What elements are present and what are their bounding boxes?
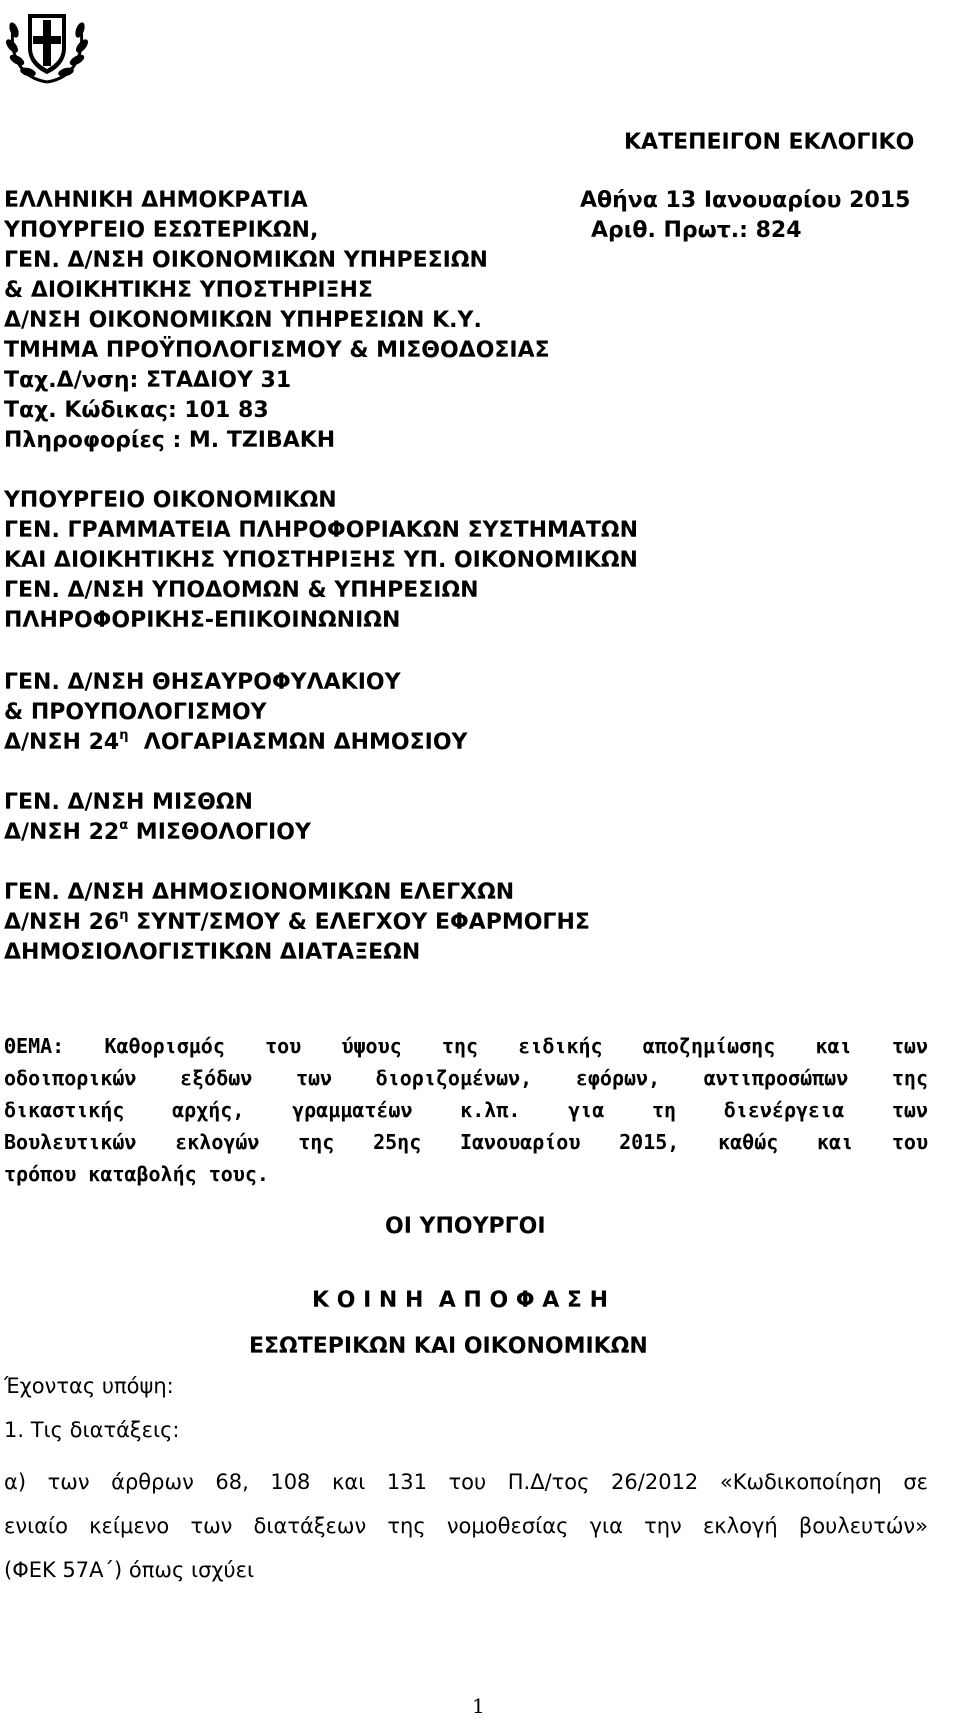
recipient-line: ΓΕΝ. Δ/ΝΣΗ ΔΗΜΟΣΙΟΝΟΜΙΚΩΝ ΕΛΕΓΧΩΝ — [4, 880, 515, 905]
recipient-line-part: ΣΥΝΤ/ΣΜΟΥ & ΕΛΕΓΧΟΥ ΕΦΑΡΜΟΓΗΣ — [128, 910, 590, 935]
recipient-line — [4, 818, 311, 848]
recipient-line: ΓΕΝ. ΓΡΑΜΜΑΤΕΙΑ ΠΛΗΡΟΦΟΡΙΑΚΩΝ ΣΥΣΤΗΜΑΤΩΝ — [4, 518, 639, 543]
joint-decision-heading: Κ Ο Ι Ν Η Α Π Ο Φ Α Σ Η — [312, 1288, 608, 1313]
sender-line: ΤΜΗΜΑ ΠΡΟΫΠΟΛΟΓΙΣΜΟΥ & ΜΙΣΘΟΔΟΣΙΑΣ — [4, 338, 550, 363]
sender-line: Ταχ.Δ/νση: ΣΤΑΔΙΟΥ 31 — [4, 368, 292, 393]
recipient-line — [4, 908, 590, 938]
protocol-number: Αριθ. Πρωτ.: 824 — [591, 218, 802, 243]
sender-line: Πληροφορίες : Μ. ΤΖΙΒΑΚΗ — [4, 428, 336, 453]
ordinal-suffix: η — [119, 907, 129, 923]
recipient-line: ΓΕΝ. Δ/ΝΣΗ ΥΠΟΔΟΜΩΝ & ΥΠΗΡΕΣΙΩΝ — [4, 578, 479, 603]
sender-line: & ΔΙΟΙΚΗΤΙΚΗΣ ΥΠΟΣΤΗΡΙΞΗΣ — [4, 278, 373, 303]
recipient-line: ΥΠΟΥΡΓΕΙΟ ΟΙΚΟΝΟΜΙΚΩΝ — [4, 488, 337, 513]
sender-block — [4, 186, 550, 456]
sender-line: ΓΕΝ. Δ/ΝΣΗ ΟΙΚΟΝΟΜΙΚΩΝ ΥΠΗΡΕΣΙΩΝ — [4, 248, 488, 273]
recipient-line: ΓΕΝ. Δ/ΝΣΗ ΜΙΣΘΩΝ — [4, 790, 253, 815]
recipient-line-part: Δ/ΝΣΗ 22 — [4, 820, 120, 845]
ministries-heading: ΕΣΩΤΕΡΙΚΩΝ ΚΑΙ ΟΙΚΟΝΟΜΙΚΩΝ — [249, 1334, 648, 1359]
sender-line: ΥΠΟΥΡΓΕΙΟ ΕΣΩΤΕΡΙΚΩΝ, — [4, 218, 319, 243]
recipient-treasury — [4, 668, 467, 758]
recipient-salaries — [4, 788, 311, 848]
recipient-line — [4, 728, 467, 758]
item-a-line: α) των άρθρων 68, 108 και 131 του Π.Δ/τος 26/2012 «Κωδικοποίηση σε — [4, 1470, 928, 1494]
recipient-line-part: Δ/ΝΣΗ 26 — [4, 910, 120, 935]
sender-line: ΕΛΛΗΝΙΚΗ ΔΗΜΟΚΡΑΤΙΑ — [4, 188, 308, 213]
document-date: Αθήνα 13 Ιανουαρίου 2015 — [580, 188, 911, 213]
recipient-line-part: ΛΟΓΑΡΙΑΣΜΩΝ ΔΗΜΟΣΙΟΥ — [128, 730, 468, 755]
subject-line: Βουλευτικών εκλογών της 25ης Ιανουαρίου 2015, καθώς και του — [4, 1130, 928, 1154]
recipient-line: & ΠΡΟΥΠΟΛΟΓΙΣΜΟΥ — [4, 700, 267, 725]
page-number: 1 — [472, 1694, 485, 1718]
sender-line: Ταχ. Κώδικας: 101 83 — [4, 398, 269, 423]
recipient-line: ΔΗΜΟΣΙΟΛΟΓΙΣΤΙΚΩΝ ΔΙΑΤΑΞΕΩΝ — [4, 940, 421, 965]
recipient-line: ΠΛΗΡΟΦΟΡΙΚΗΣ-ΕΠΙΚΟΙΝΩΝΙΩΝ — [4, 608, 401, 633]
ordinal-suffix: η — [119, 727, 129, 743]
item-a-line: ενιαίο κείμενο των διατάξεων της νομοθεσίας για την εκλογή βουλευτών» — [4, 1514, 928, 1538]
recipient-audit — [4, 878, 590, 968]
subject-line: δικαστικής αρχής, γραμματέων κ.λπ. για τη διενέργεια των — [4, 1098, 928, 1122]
recipient-ministry-finance — [4, 486, 638, 636]
recipient-line-part: Δ/ΝΣΗ 24 — [4, 730, 120, 755]
recipient-line-part: ΜΙΣΘΟΛΟΓΙΟΥ — [128, 820, 311, 845]
recipient-line: ΓΕΝ. Δ/ΝΣΗ ΘΗΣΑΥΡΟΦΥΛΑΚΙΟΥ — [4, 670, 401, 695]
subject-line: τρόπου καταβολής τους. — [4, 1162, 269, 1186]
item-1: 1. Τις διατάξεις: — [4, 1418, 180, 1442]
ordinal-suffix: α — [119, 817, 129, 833]
subject-line: ΘΕΜΑ: Καθορισμός του ύψους της ειδικής αποζημίωσης και των — [4, 1034, 928, 1058]
subject-line: οδοιπορικών εξόδων των διοριζομένων, εφόρων, αντιπροσώπων της — [4, 1066, 928, 1090]
subject-block — [4, 1030, 928, 1190]
ministers-heading: ΟΙ ΥΠΟΥΡΓΟΙ — [385, 1214, 546, 1239]
item-a-block — [4, 1460, 928, 1592]
having-regard-label: Έχοντας υπόψη: — [4, 1374, 174, 1398]
recipient-line: ΚΑΙ ΔΙΟΙΚΗΤΙΚΗΣ ΥΠΟΣΤΗΡΙΞΗΣ ΥΠ. ΟΙΚΟΝΟΜΙΚΩΝ — [4, 548, 638, 573]
sender-line: Δ/ΝΣΗ ΟΙΚΟΝΟΜΙΚΩΝ ΥΠΗΡΕΣΙΩΝ Κ.Υ. — [4, 308, 482, 333]
coat-of-arms-emblem — [4, 2, 90, 88]
urgency-label: ΚΑΤΕΠΕΙΓΟΝ ΕΚΛΟΓΙΚΟ — [624, 130, 915, 155]
item-a-line: (ΦΕΚ 57Α΄) όπως ισχύει — [4, 1558, 255, 1582]
